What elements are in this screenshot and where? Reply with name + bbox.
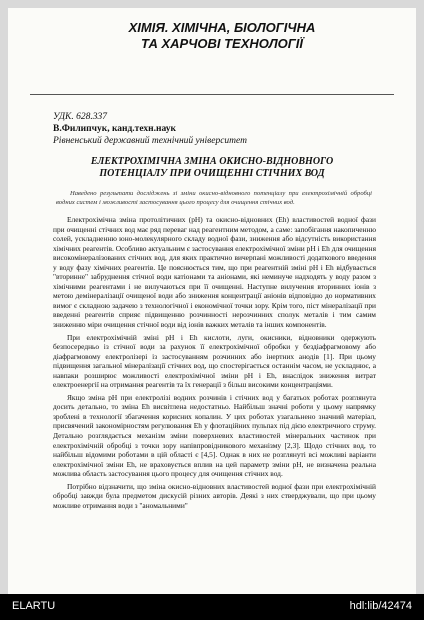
paragraph: Якщо зміна pH при електролізі водних розчинів і стічних вод у багатьох роботах розглянута досить детально, то зміна Eh висвітлена недостатньо. Найбільш значні роботи у цьому напрямку зроблені в технології збагачення корисних копалин. У цих роботах узагальнено значний матеріал, присвячений закономірностям регулювання Eh у флотаційних пульпах під дією електричного струму. Детально розглядається механізм зміни поверхневих властивостей мінеральних частинок при електрохімічній обробці з точки зору напівпровідникового механізму [2,3]. Щодо стічних вод, то найбільш відомими роботами в цій області є [4,5]. Однак в них не розглянуті всі можливі варіанти електрохімічної зміни Eh, не враховується вплив на цей параметр зміни pH, не визначена реальна можлива область застосування цього процесу для очищення стічних вод.	[53, 392, 376, 479]
repository-name: ELARTU	[12, 600, 56, 612]
journal-header	[8, 20, 416, 52]
article-title-line-2: ПОТЕНЦІАЛУ ПРИ ОЧИЩЕННІ СТІЧНИХ ВОД	[99, 168, 325, 179]
article-title-line-1: ЕЛЕКТРОХІМІЧНА ЗМІНА ОКИСНО-ВІДНОВНОГО	[90, 156, 334, 167]
article-title	[38, 156, 386, 180]
paragraph: Потрібно відзначити, що зміна окисно-відновних властивостей водної фази при електрохімічній обробці завжди була предметом дискусій різних авторів. Деякі з них стверджували, що при цьому можливе отримання води з "аномальними"	[53, 481, 376, 510]
affiliation: Рівненський державний технічний університет	[53, 136, 247, 146]
article-body	[53, 215, 376, 513]
journal-title-line-2: ТА ХАРЧОВІ ТЕХНОЛОГІЇ	[141, 36, 303, 51]
paragraph: Електрохімічна зміна протолітичних (pH) та окисно-відновних (Eh) властивостей водної фази при очищенні стічних вод має ряд переваг над реагентним методом, а саме: запобігання накопиченню солей, ускладненню юно-молекулярного складу водної фази, зниження або відсутність використання хімічних реагентів. Особливо актуальним є застосування електрохімічної зміни pH і Eh для очищення високомінералізованих стічних вод, для яких практично вичерпані можливості додаткового введення у воду фазу хімічних реагентів. Це пояснюється тим, що при реагентній зміні pH і Eh відбувається "вторинне" забруднення стічної води катіонами та аніонами, які неминуче надходять у воду разом з хімічними реагентами і не вилучаються при її очищенні. Наступне вилучення вторинних іонів з метою демінералізації очищеної води або зниження концентрації аніонів відповідно до нормативних вимог є складною задачею з технологічної і економічної точки зору. Крім того, піст мінералізації при введенні реагентів сприяє підвищенню розчинності нерозчинних сполук металів і тим самим зниженню міри очищення стічної води від іонів важких металів та інших компонентів.	[53, 215, 376, 330]
header-divider	[30, 94, 394, 95]
author: В.Филипчук, канд.техн.наук	[53, 124, 176, 134]
document-page	[8, 8, 416, 594]
handle-id: hdl:lib/42474	[349, 600, 412, 612]
footer-bar	[0, 594, 424, 620]
paragraph: При електрохімічній зміні pH і Eh кислоти, луги, окисники, відновники одержують безпосередньо із стічної води за рахунок її електрохімічної обробки у бездіафрагмовому або діафрагмовому електролізері із застосуванням розчинних або інертних анодів [1]. При цьому підвищення загальної мінералізації стічних вод, що спостерігається останнім часом, не ускладнює, а навпаки розширює можливості електрохімічної зміни pH і Eh, внаслідок зниження витрат електроенергії на отримання реагентів та їх генерації з більш високими концентраціями.	[53, 332, 376, 390]
journal-title-line-1: ХІМІЯ. ХІМІЧНА, БІОЛОГІЧНА	[128, 20, 316, 35]
abstract: Наведено результати досліджень зі зміни окисно-відновного потенціалу при електрохімічній обробці водних систем і можливості застосування цього процесу для очищення стічних вод.	[56, 190, 372, 206]
udk-code: УДК. 628.337	[53, 112, 107, 122]
